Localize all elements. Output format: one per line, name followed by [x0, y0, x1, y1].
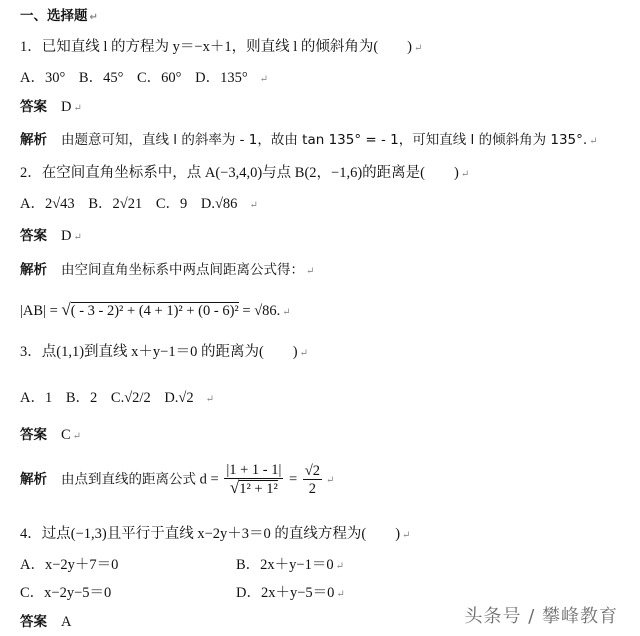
q1-answer: 答案 D ↵: [20, 99, 82, 115]
q2-option-d: D.√86: [200, 196, 238, 212]
q4-option-d: D．2x＋y−5＝0 ↵: [236, 585, 345, 601]
q2-analysis: 解析 由空间直角坐标系中两点间距离公式得： ↵: [20, 262, 315, 278]
q3-analysis: 解析 由点到直线的距离公式 d = $\frac{|1 + 1 - 1|}{\text{√1² + 1²}}$ = $\frac{√2}{2}$ ↵: [20, 462, 335, 497]
q4-option-a: A．x−2y＋7＝0: [20, 557, 119, 573]
q2-option-c: C．9: [155, 196, 188, 212]
q3-option-c: C.√2/2: [110, 390, 151, 406]
q3-stem: 3．点(1,1)到直线 x＋y−1＝0 的距离为( ) ↵: [20, 344, 309, 360]
q2-stem: 2．在空间直角坐标系中，点 A(−3,4,0)与点 B(2，−1,6)的距离是( ) ↵: [20, 165, 470, 181]
q2-formula: |AB| = √( - 3 - 2)² + (4 + 1)² + (0 - 6)² = √86. ↵: [20, 300, 291, 319]
q3-option-b: B．2: [65, 390, 98, 406]
q4-option-c: C．x−2y−5＝0: [20, 585, 112, 601]
formula-lhs: |AB| =: [20, 303, 58, 319]
q4-answer: 答案 A: [20, 614, 72, 630]
section-title: 一、选择题 ↵: [20, 8, 98, 24]
q3-option-a: A．1: [20, 390, 53, 406]
sqrt-icon: √: [61, 300, 71, 319]
q2-answer: 答案 D ↵: [20, 228, 82, 244]
q1-option-b: B．45°: [78, 70, 124, 86]
q1-analysis: 解析 由题意可知，直线 l 的斜率为 - 1，故由 tan 135° = - 1，可知直线 l 的倾斜角为 135°. ↵: [20, 132, 598, 148]
q2-option-a: A．2√43: [20, 196, 75, 212]
q3-options: A．1 B．2 C.√2/2 D.√2 ↵: [20, 390, 215, 406]
formula-rhs: = √86.: [242, 303, 281, 319]
q1-stem: 1．已知直线 l 的方程为 y＝−x＋1，则直线 l 的倾斜角为( ) ↵: [20, 39, 423, 55]
q3-option-d: D.√2: [164, 390, 194, 406]
q1-option-c: C．60°: [137, 70, 182, 86]
q4-stem: 4．过点(−1,3)且平行于直线 x−2y＋3＝0 的直线方程为( ) ↵: [20, 526, 411, 542]
distance-fraction: $\frac{|1 + 1 - 1|}{\text{√1² + 1²}}$: [226, 462, 282, 497]
watermark: 头条号 / 攀峰教育: [464, 606, 618, 627]
q4-option-b: B．2x＋y−1＝0 ↵: [236, 557, 344, 573]
q1-options: A．30° B．45° C．60° D．135° ↵: [20, 70, 269, 86]
q3-answer: 答案 C ↵: [20, 427, 82, 443]
q1-option-a: A．30°: [20, 70, 66, 86]
q2-option-b: B．2√21: [88, 196, 143, 212]
q1-option-d: D．135°: [195, 70, 248, 86]
q2-options: A．2√43 B．2√21 C．9 D.√86 ↵: [20, 196, 258, 212]
result-fraction: $\frac{√2}{2}$: [304, 462, 321, 497]
formula-lhs: d =: [199, 471, 219, 488]
formula-radicand: ( - 3 - 2)² + (4 + 1)² + (0 - 6)²: [70, 303, 239, 319]
